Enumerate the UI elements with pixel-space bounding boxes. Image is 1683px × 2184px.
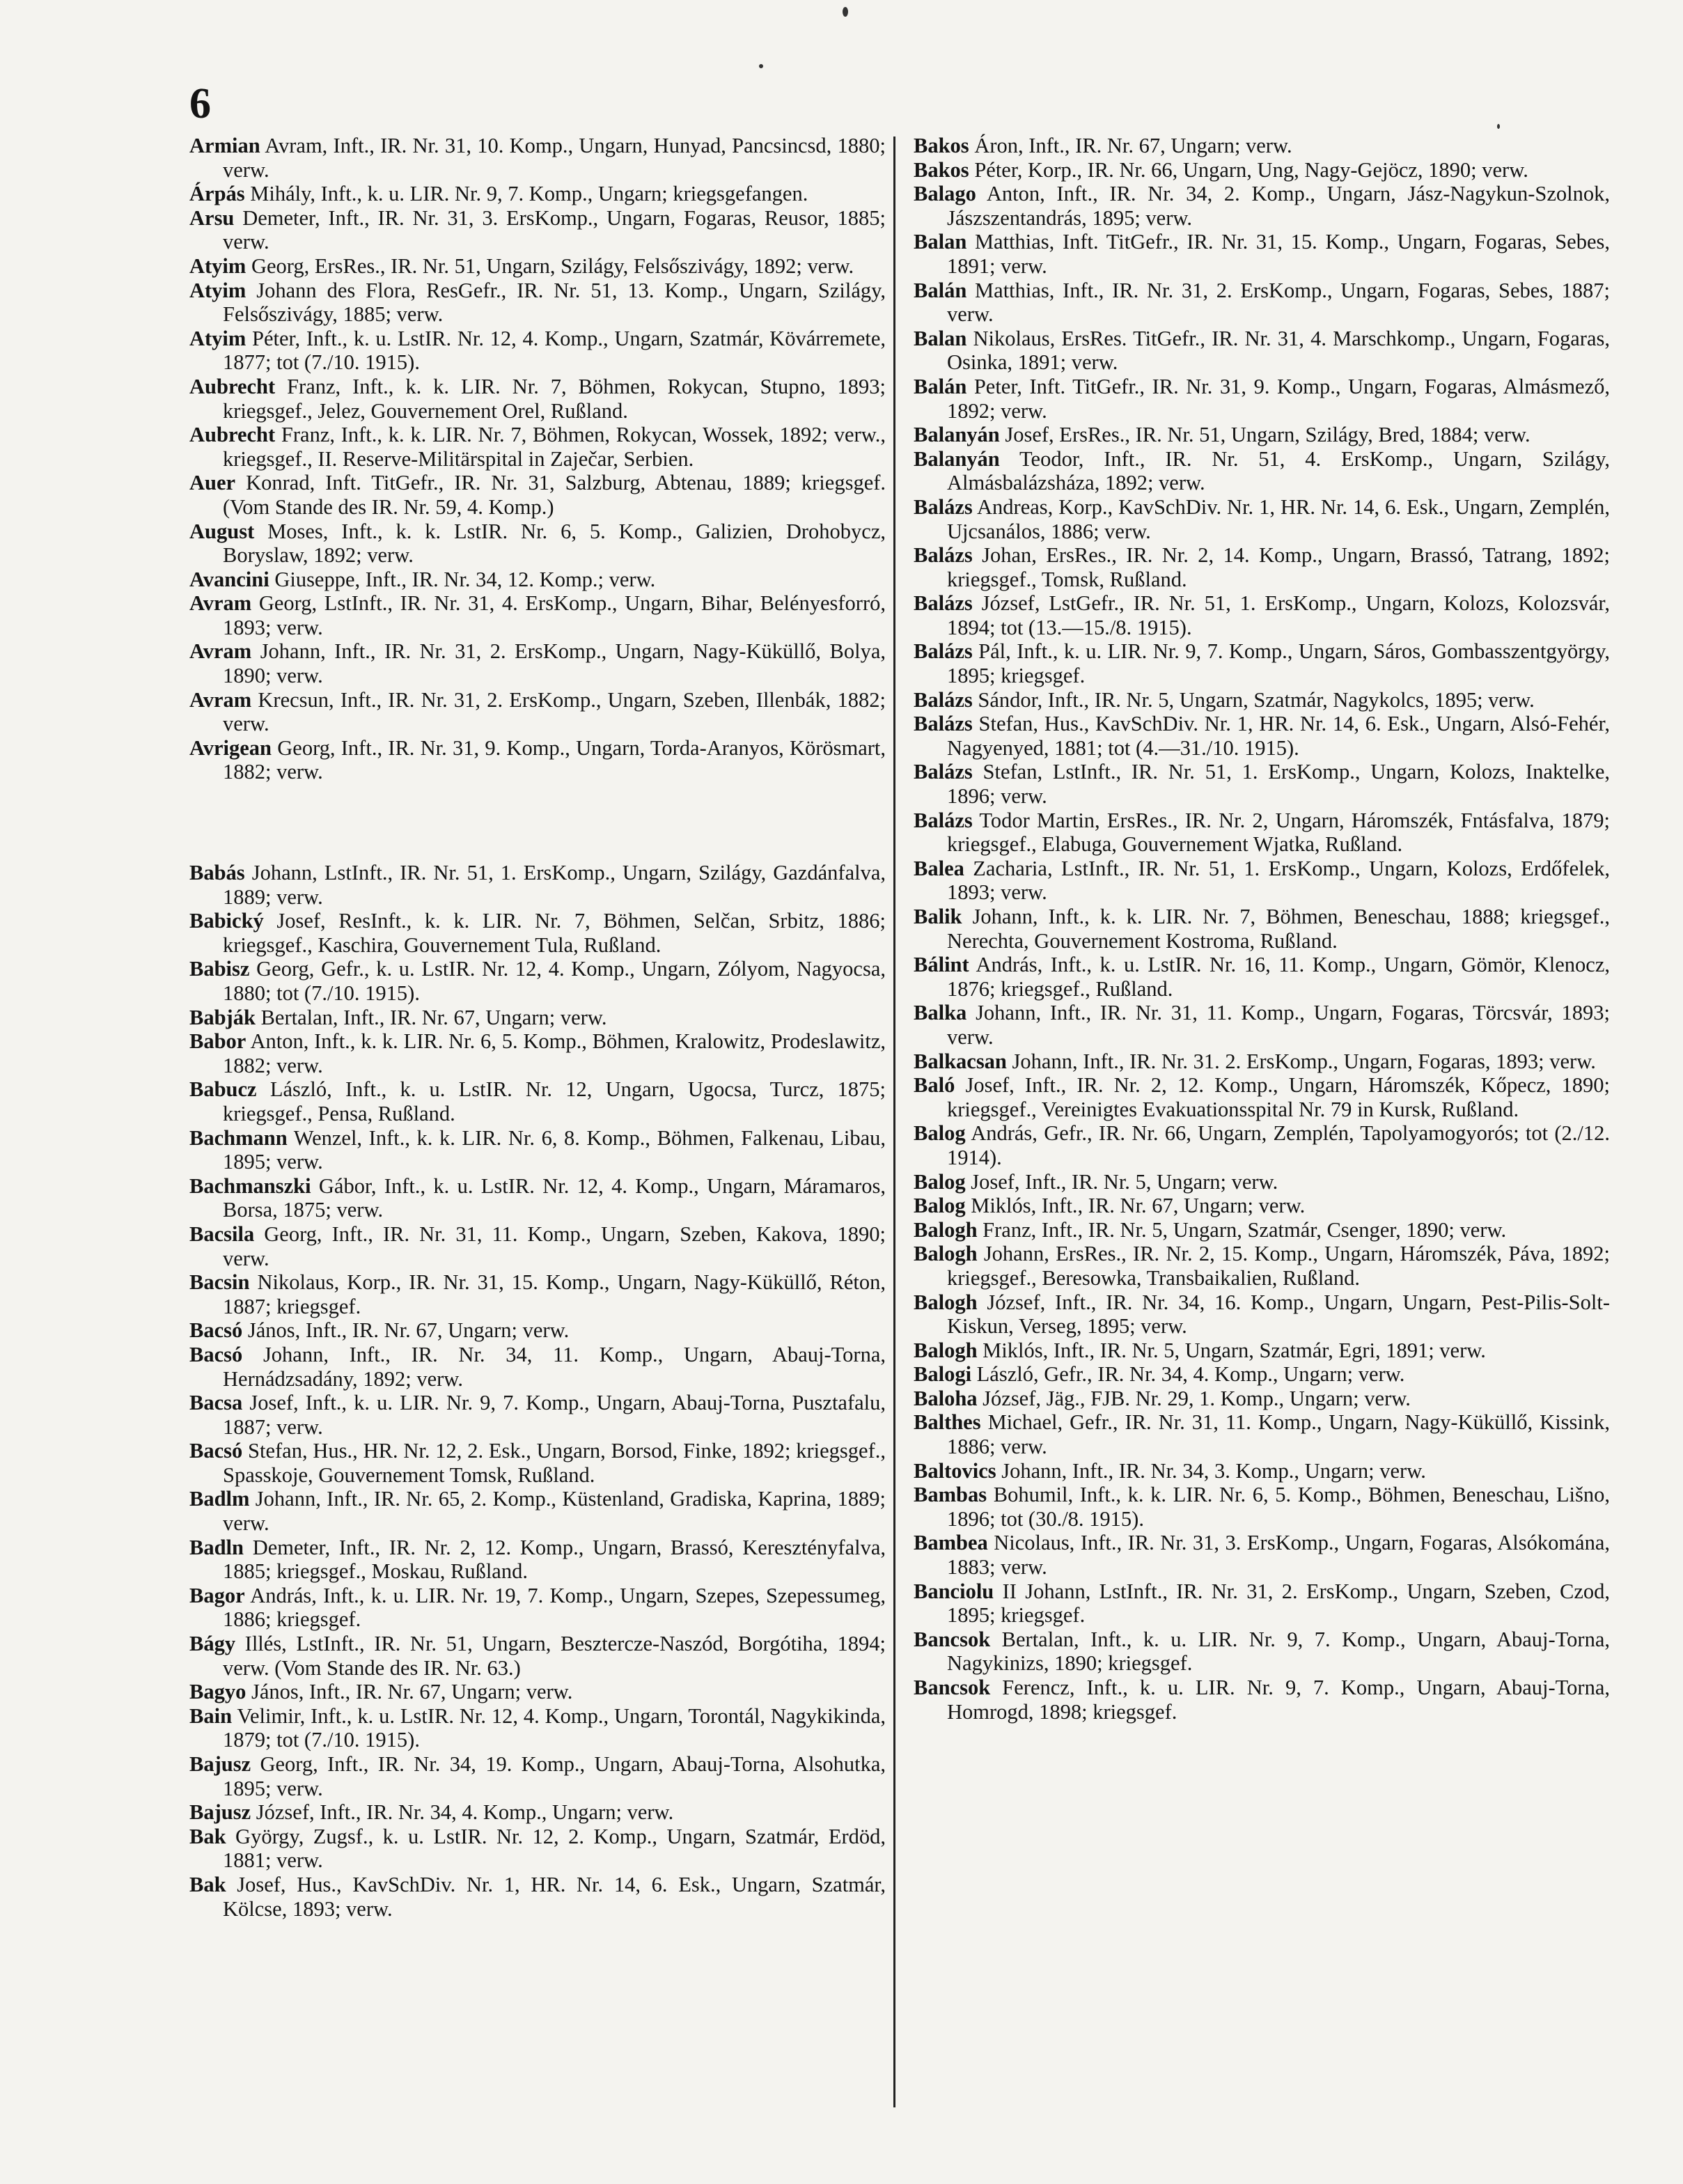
entry-surname: Avancini	[189, 567, 269, 591]
entry-surname: Balán	[914, 278, 967, 302]
right-column	[914, 134, 1610, 1724]
register-entry	[189, 909, 886, 957]
entry-details: Giuseppe, Inft., IR. Nr. 34, 12. Komp.; verw.	[274, 567, 656, 591]
entry-details: Franz, Inft., k. k. LIR. Nr. 7, Böhmen, Rokycan, Wossek, 1892; verw., kriegsgef., II. Reserve-Militärspital in Zaječar, Serbien.	[223, 423, 886, 471]
register-entry	[189, 568, 886, 592]
entry-surname: Bacsila	[189, 1222, 255, 1246]
print-speck	[843, 7, 848, 17]
entry-details: András, Inft., k. u. LstIR. Nr. 16, 11. Komp., Ungarn, Gömör, Klenocz, 1876; kriegsgef., Rußland.	[947, 953, 1610, 1001]
entry-surname: Atyim	[189, 278, 246, 302]
entry-details: Miklós, Inft., IR. Nr. 67, Ungarn; verw.	[971, 1194, 1306, 1218]
register-entry	[189, 1873, 886, 1921]
entry-surname: Balogh	[914, 1242, 978, 1266]
entry-details: László, Gefr., IR. Nr. 34, 4. Komp., Ungarn; verw.	[976, 1362, 1405, 1387]
register-entry	[189, 1439, 886, 1487]
entry-surname: Avram	[189, 687, 252, 712]
entry-details: Johann, LstInft., IR. Nr. 51, 1. ErsKomp., Ungarn, Szilágy, Gazdánfalva, 1889; verw.	[223, 861, 886, 909]
register-entry	[914, 639, 1610, 687]
entry-details: Stefan, Hus., HR. Nr. 12, 2. Esk., Ungarn, Borsod, Finke, 1892; kriegsgef., Spasskoje, Gouvernement Tomsk, Rußland.	[223, 1439, 886, 1487]
entry-details: Josef, Hus., KavSchDiv. Nr. 1, HR. Nr. 14, 6. Esk., Ungarn, Szatmár, Kölcse, 1893; verw.	[223, 1872, 886, 1921]
entry-details: Johann, Inft., k. k. LIR. Nr. 7, Böhmen, Beneschau, 1888; kriegsgef., Nerechta, Gouvernement Kostroma, Rußland.	[947, 905, 1611, 953]
register-entry	[189, 1536, 886, 1584]
register-entry	[189, 1029, 886, 1077]
entry-surname: Balog	[914, 1121, 966, 1146]
register-entry	[189, 423, 886, 471]
entry-surname: Balázs	[914, 639, 973, 664]
entry-surname: Arsu	[189, 205, 235, 230]
entry-surname: Balago	[914, 182, 976, 206]
entry-details: Stefan, Hus., KavSchDiv. Nr. 1, HR. Nr. 14, 6. Esk., Ungarn, Alsó-Fehér, Nagyenyed, 1881; tot (4.—31./10. 1915).	[947, 712, 1611, 760]
register-entry	[914, 158, 1610, 182]
entry-details: Sándor, Inft., IR. Nr. 5, Ungarn, Szatmár, Nagykolcs, 1895; verw.	[978, 687, 1535, 712]
register-entry	[189, 1222, 886, 1270]
register-entry	[189, 1343, 886, 1391]
entry-surname: Bakos	[914, 134, 969, 157]
entry-details: Pál, Inft., k. u. LIR. Nr. 9, 7. Komp., Ungarn, Sáros, Gombasszentgyörgy, 1895; kriegsgef.	[947, 639, 1611, 688]
entry-surname: Bálint	[914, 953, 969, 977]
entry-details: Johann, Inft., IR. Nr. 34, 11. Komp., Ungarn, Abauj-Torna, Hernádzsadány, 1892; verw.	[223, 1342, 886, 1391]
entry-details: Johann, Inft., IR. Nr. 31. 2. ErsKomp., Ungarn, Fogaras, 1893; verw.	[1012, 1049, 1596, 1073]
entry-details: Demeter, Inft., IR. Nr. 31, 3. ErsKomp., Ungarn, Fogaras, Reusor, 1885; verw.	[223, 205, 886, 254]
entry-surname: Badlm	[189, 1487, 250, 1511]
register-entry	[189, 688, 886, 736]
entry-details: Johan, ErsRes., IR. Nr. 2, 14. Komp., Ungarn, Brassó, Tatrang, 1892; kriegsgef., Tomsk, Rußland.	[947, 543, 1610, 591]
entry-details: Matthias, Inft., IR. Nr. 31, 2. ErsKomp., Ungarn, Fogaras, Sebes, 1887; verw.	[947, 278, 1611, 327]
entry-details: Anton, Inft., k. k. LIR. Nr. 6, 5. Komp., Böhmen, Kralowitz, Prodeslawitz, 1882; verw.	[223, 1029, 886, 1077]
register-entry	[189, 1800, 886, 1825]
entry-details: József, Inft., IR. Nr. 34, 4. Komp., Ungarn; verw.	[256, 1800, 674, 1825]
entry-details: József, LstGefr., IR. Nr. 51, 1. ErsKomp., Ungarn, Kolozs, Kolozsvár, 1894; tot (13.—15./8. 1915).	[947, 591, 1610, 639]
entry-details: Josef, ErsRes., IR. Nr. 51, Ungarn, Szilágy, Bred, 1884; verw.	[1005, 423, 1531, 447]
entry-surname: Bancsok	[914, 1676, 991, 1699]
entry-details: György, Zugsf., k. u. LstIR. Nr. 12, 2. Komp., Ungarn, Szatmár, Erdöd, 1881; verw.	[223, 1824, 886, 1873]
register-entry	[914, 134, 1610, 158]
entry-details: Áron, Inft., IR. Nr. 67, Ungarn; verw.	[974, 134, 1292, 157]
entry-surname: Bajusz	[189, 1800, 251, 1825]
register-entry	[189, 591, 886, 639]
entry-details: Georg, ErsRes., IR. Nr. 51, Ungarn, Szilágy, Felsőszivágy, 1892; verw.	[251, 254, 854, 278]
entry-details: Bertalan, Inft., k. u. LIR. Nr. 9, 7. Komp., Ungarn, Abauj-Torna, Nagykinizs, 1890; kriegsgef.	[947, 1627, 1611, 1676]
entry-surname: Babor	[189, 1029, 246, 1054]
register-entry	[914, 279, 1610, 327]
register-entry	[914, 688, 1610, 712]
register-entry	[914, 1194, 1610, 1218]
entry-details: Josef, Inft., IR. Nr. 2, 12. Komp., Ungarn, Háromszék, Kőpecz, 1890; kriegsgef., Vereinigtes Evakuationsspital Nr. 79 in Kursk, Rußland.	[947, 1073, 1610, 1121]
entry-surname: Balthes	[914, 1410, 981, 1435]
register-entry	[914, 1531, 1610, 1579]
entry-details: Ferencz, Inft., k. u. LIR. Nr. 9, 7. Komp., Ungarn, Abauj-Torna, Homrogd, 1898; kriegsgef.	[947, 1676, 1611, 1724]
entry-details: Georg, Inft., IR. Nr. 34, 19. Komp., Ungarn, Abauj-Torna, Alsohutka, 1895; verw.	[223, 1752, 886, 1800]
entry-surname: Atyim	[189, 254, 246, 278]
entry-surname: Bacsin	[189, 1270, 250, 1295]
entry-surname: Bancsok	[914, 1627, 991, 1651]
register-entry	[189, 957, 886, 1005]
entry-surname: Baló	[914, 1073, 955, 1098]
register-entry	[914, 760, 1610, 808]
register-entry	[914, 447, 1610, 495]
entry-surname: Bagyo	[189, 1680, 246, 1704]
entry-details: Stefan, LstInft., IR. Nr. 51, 1. ErsKomp., Ungarn, Kolozs, Inaktelke, 1896; verw.	[947, 760, 1611, 809]
register-entry	[914, 423, 1610, 447]
entry-surname: Bagor	[189, 1583, 245, 1607]
entry-surname: Balanyán	[914, 423, 1000, 447]
entry-details: János, Inft., IR. Nr. 67, Ungarn; verw.	[247, 1318, 570, 1343]
entry-surname: Balan	[914, 326, 967, 350]
entry-details: Miklós, Inft., IR. Nr. 5, Ungarn, Szatmár, Egri, 1891; verw.	[983, 1338, 1486, 1362]
entry-surname: Aubrecht	[189, 374, 276, 398]
register-entry	[914, 1580, 1610, 1628]
entry-surname: Banciolu	[914, 1579, 994, 1603]
entry-surname: Auer	[189, 471, 236, 495]
entry-details: Johann, Inft., IR. Nr. 65, 2. Komp., Küstenland, Gradiska, Kaprina, 1889; verw.	[223, 1487, 886, 1536]
register-entry	[914, 182, 1610, 230]
entry-surname: Avrigean	[189, 735, 272, 760]
entry-surname: Babucz	[189, 1077, 257, 1102]
register-entry	[189, 1487, 886, 1535]
register-entry	[189, 1318, 886, 1343]
entry-details: Anton, Inft., IR. Nr. 34, 2. Komp., Ungarn, Jász-Nagykun-Szolnok, Jászszentandrás, 1895; verw.	[947, 182, 1611, 230]
entry-details: Johann, ErsRes., IR. Nr. 2, 15. Komp., Ungarn, Háromszék, Páva, 1892; kriegsgef., Beresowka, Transbaikalien, Rußland.	[947, 1242, 1611, 1290]
entry-surname: Balogh	[914, 1217, 978, 1242]
entry-surname: Balázs	[914, 687, 973, 712]
entry-details: Teodor, Inft., IR. Nr. 51, 4. ErsKomp., Ungarn, Szilágy, Almásbalázsháza, 1892; verw.	[947, 446, 1610, 495]
entry-surname: Balan	[914, 230, 967, 254]
register-entry	[914, 1073, 1610, 1121]
register-entry	[189, 1825, 886, 1873]
register-entry	[914, 1170, 1610, 1194]
register-entry	[189, 279, 886, 327]
entry-details: Andreas, Korp., KavSchDiv. Nr. 1, HR. Nr. 14, 6. Esk., Ungarn, Zemplén, Ujcsanálos, 1886; verw.	[947, 494, 1610, 543]
entry-surname: Bak	[189, 1824, 226, 1848]
register-entry	[914, 953, 1610, 1001]
entry-surname: Balea	[914, 856, 964, 880]
register-entry	[914, 1628, 1610, 1676]
entry-details: Johann, Inft., IR. Nr. 31, 2. ErsKomp., Ungarn, Nagy-Küküllő, Bolya, 1890; verw.	[223, 639, 886, 688]
entry-details: Peter, Inft. TitGefr., IR. Nr. 31, 9. Komp., Ungarn, Fogaras, Almásmező, 1892; verw.	[947, 374, 1610, 423]
entry-details: András, Inft., k. u. LIR. Nr. 19, 7. Komp., Ungarn, Szepes, Szepessumeg, 1886; kriegsgef.	[223, 1583, 886, 1632]
entry-surname: Balogh	[914, 1338, 978, 1362]
register-entry	[189, 520, 886, 568]
register-entry	[914, 1483, 1610, 1531]
register-entry	[914, 809, 1610, 857]
entry-details: Johann, Inft., IR. Nr. 34, 3. Komp., Ungarn; verw.	[1001, 1458, 1426, 1483]
entry-surname: Avram	[189, 591, 252, 616]
register-entry	[914, 1459, 1610, 1483]
register-entry	[189, 1270, 886, 1318]
entry-surname: Babisz	[189, 957, 250, 981]
entry-surname: Avram	[189, 639, 252, 664]
register-entry	[189, 1680, 886, 1704]
entry-details: Demeter, Inft., IR. Nr. 2, 12. Komp., Ungarn, Brassó, Keresztényfalva, 1885; kriegsgef., Moskau, Rußland.	[223, 1535, 886, 1584]
register-entry	[189, 1391, 886, 1439]
entry-details: Matthias, Inft. TitGefr., IR. Nr. 31, 15. Komp., Ungarn, Fogaras, Sebes, 1891; verw.	[947, 230, 1610, 278]
register-entry	[189, 1704, 886, 1752]
entry-surname: Baltovics	[914, 1458, 996, 1483]
entry-surname: Babický	[189, 909, 264, 933]
entry-surname: Balanyán	[914, 446, 1000, 471]
entry-details: József, Inft., IR. Nr. 34, 16. Komp., Ungarn, Ungarn, Pest-Pilis-Solt-Kiskun, Verseg, 1895; verw.	[947, 1290, 1610, 1339]
register-entry	[914, 1050, 1610, 1074]
entry-surname: Bágy	[189, 1632, 236, 1656]
register-entry	[914, 1001, 1610, 1049]
entry-surname: Bachmann	[189, 1125, 288, 1150]
entry-surname: Balázs	[914, 591, 973, 616]
register-entry	[914, 1362, 1610, 1387]
entry-details: Georg, Inft., IR. Nr. 31, 11. Komp., Ungarn, Szeben, Kakova, 1890; verw.	[223, 1222, 886, 1270]
entry-details: Wenzel, Inft., k. k. LIR. Nr. 6, 8. Komp., Böhmen, Falkenau, Libau, 1895; verw.	[223, 1125, 886, 1174]
entry-surname: Bain	[189, 1703, 233, 1728]
entry-details: Mihály, Inft., k. u. LIR. Nr. 9, 7. Komp., Ungarn; kriegsgefangen.	[250, 182, 808, 206]
register-entry	[189, 206, 886, 254]
entry-details: Moses, Inft., k. k. LstIR. Nr. 6, 5. Komp., Galizien, Drohobycz, Boryslaw, 1892; verw.	[223, 519, 886, 568]
entry-surname: Bachmanszki	[189, 1173, 311, 1198]
entry-details: Nikolaus, ErsRes. TitGefr., IR. Nr. 31, 4. Marschkomp., Ungarn, Fogaras, Osinka, 1891; verw.	[947, 326, 1611, 375]
register-entry	[189, 471, 886, 519]
register-entry	[189, 1752, 886, 1800]
entry-details: Johann des Flora, ResGefr., IR. Nr. 51, 13. Komp., Ungarn, Szilágy, Felsőszivágy, 1885; verw.	[223, 278, 886, 327]
entry-surname: Bacsa	[189, 1391, 243, 1415]
entry-details: Todor Martin, ErsRes., IR. Nr. 2, Ungarn, Háromszék, Fntásfalva, 1879; kriegsgef., Elabuga, Gouvernement Wjatka, Rußland.	[947, 808, 1610, 857]
entry-surname: Balkacsan	[914, 1049, 1007, 1073]
entry-details: Velimir, Inft., k. u. LstIR. Nr. 12, 4. Komp., Ungarn, Torontál, Nagykikinda, 1879; tot (7./10. 1915).	[223, 1703, 886, 1752]
print-speck	[759, 64, 763, 68]
entry-details: Georg, LstInft., IR. Nr. 31, 4. ErsKomp., Ungarn, Bihar, Belényesforró, 1893; verw.	[223, 591, 886, 639]
register-entry	[914, 1242, 1610, 1290]
register-entry	[914, 495, 1610, 543]
entry-surname: Bak	[189, 1872, 226, 1896]
entry-details: Georg, Inft., IR. Nr. 31, 9. Komp., Ungarn, Torda-Aranyos, Körösmart, 1882; verw.	[223, 735, 886, 784]
register-entry	[914, 857, 1610, 905]
entry-surname: Balázs	[914, 712, 973, 736]
entry-surname: Bacsó	[189, 1318, 243, 1343]
register-entry	[914, 1339, 1610, 1363]
register-entry	[914, 375, 1610, 423]
entry-details: Josef, Inft., IR. Nr. 5, Ungarn; verw.	[971, 1169, 1278, 1194]
entry-surname: Armian	[189, 134, 260, 157]
entry-surname: Badln	[189, 1535, 244, 1559]
register-entry	[189, 861, 886, 909]
entry-surname: Bacsó	[189, 1439, 243, 1463]
entry-surname: Balogh	[914, 1290, 978, 1314]
entry-surname: Balán	[914, 374, 967, 398]
entry-details: Zacharia, LstInft., IR. Nr. 51, 1. ErsKomp., Ungarn, Kolozs, Erdőfelek, 1893; verw.	[947, 856, 1610, 905]
entry-details: Péter, Korp., IR. Nr. 66, Ungarn, Ung, Nagy-Gejöcz, 1890; verw.	[974, 157, 1528, 182]
register-entry	[914, 1290, 1610, 1339]
entry-surname: Balázs	[914, 494, 973, 519]
entry-details: József, Jäg., FJB. Nr. 29, 1. Komp., Ungarn; verw.	[983, 1386, 1411, 1410]
register-entry	[914, 327, 1610, 375]
entry-details: László, Inft., k. u. LstIR. Nr. 12, Ungarn, Ugocsa, Turcz, 1875; kriegsgef., Pensa, Rußland.	[223, 1077, 886, 1125]
register-entry	[189, 375, 886, 423]
register-entry	[914, 1387, 1610, 1411]
register-entry	[189, 1632, 886, 1680]
entry-surname: Bacsó	[189, 1342, 243, 1366]
entry-details: Josef, Inft., k. u. LIR. Nr. 9, 7. Komp., Ungarn, Abauj-Torna, Pusztafalu, 1887; verw.	[223, 1391, 886, 1439]
register-entry	[914, 1410, 1610, 1458]
entry-surname: Árpás	[189, 182, 245, 206]
entry-details: Krecsun, Inft., IR. Nr. 31, 2. ErsKomp., Ungarn, Szeben, Illenbák, 1882; verw.	[223, 687, 886, 736]
entry-details: Nicolaus, Inft., IR. Nr. 31, 3. ErsKomp., Ungarn, Fogaras, Alsókomána, 1883; verw.	[947, 1531, 1610, 1580]
entry-details: Franz, Inft., IR. Nr. 5, Ungarn, Szatmár, Csenger, 1890; verw.	[983, 1217, 1507, 1242]
column-divider	[893, 136, 895, 2107]
entry-surname: Balázs	[914, 543, 973, 568]
entry-details: Franz, Inft., k. k. LIR. Nr. 7, Böhmen, Rokycan, Stupno, 1893; kriegsgef., Jelez, Gouvernement Orel, Rußland.	[223, 374, 886, 423]
entry-surname: Bajusz	[189, 1752, 251, 1776]
entry-surname: Atyim	[189, 326, 246, 350]
register-entry	[189, 1174, 886, 1222]
entry-details: Péter, Inft., k. u. LstIR. Nr. 12, 4. Komp., Ungarn, Szatmár, Kövárremete, 1877; tot (7./10. 1915).	[223, 326, 886, 375]
register-entry	[914, 905, 1610, 953]
register-entry	[189, 1126, 886, 1174]
entry-details: Michael, Gefr., IR. Nr. 31, 11. Komp., Ungarn, Nagy-Küküllő, Kissink, 1886; verw.	[947, 1410, 1610, 1459]
entry-surname: Balázs	[914, 808, 973, 832]
entry-surname: Balázs	[914, 760, 973, 784]
entry-surname: Bambas	[914, 1483, 987, 1507]
entry-surname: Balik	[914, 905, 962, 928]
register-entry	[914, 1121, 1610, 1169]
register-entry	[914, 1218, 1610, 1242]
register-entry	[189, 134, 886, 182]
entry-details: Avram, Inft., IR. Nr. 31, 10. Komp., Ungarn, Hunyad, Pancsincsd, 1880; verw.	[223, 134, 886, 182]
page-number: 6	[189, 80, 211, 127]
entry-details: Konrad, Inft. TitGefr., IR. Nr. 31, Salzburg, Abtenau, 1889; kriegsgef. (Vom Stande des IR. Nr. 59, 4. Komp.)	[223, 471, 886, 519]
register-entry	[189, 254, 886, 279]
entry-details: Nikolaus, Korp., IR. Nr. 31, 15. Komp., Ungarn, Nagy-Küküllő, Réton, 1887; kriegsgef.	[223, 1270, 886, 1318]
register-entry	[189, 736, 886, 784]
entry-details: Josef, ResInft., k. k. LIR. Nr. 7, Böhmen, Selčan, Srbitz, 1886; kriegsgef., Kaschira, Gouvernement Tula, Rußland.	[223, 909, 886, 957]
entry-details: János, Inft., IR. Nr. 67, Ungarn; verw.	[251, 1680, 573, 1704]
register-entry	[189, 1077, 886, 1125]
entry-surname: Babják	[189, 1005, 256, 1029]
letter-section-gap	[189, 784, 886, 861]
entry-details: Illés, LstInft., IR. Nr. 51, Ungarn, Besztercze-Naszód, Borgótiha, 1894; verw. (Vom Stande des IR. Nr. 63.)	[223, 1632, 886, 1680]
print-speck	[1497, 124, 1500, 129]
entry-details: II Johann, LstInft., IR. Nr. 31, 2. ErsKomp., Ungarn, Szeben, Czod, 1895; kriegsgef.	[947, 1579, 1610, 1628]
register-entry	[914, 1676, 1610, 1724]
entry-surname: Baloha	[914, 1386, 978, 1410]
entry-surname: August	[189, 519, 255, 543]
register-entry	[189, 327, 886, 375]
register-entry	[914, 591, 1610, 639]
register-entry	[914, 543, 1610, 591]
entry-details: Bertalan, Inft., IR. Nr. 67, Ungarn; verw.	[260, 1005, 607, 1029]
entry-details: Johann, Inft., IR. Nr. 31, 11. Komp., Ungarn, Fogaras, Törcsvár, 1893; verw.	[947, 1001, 1611, 1049]
entry-surname: Aubrecht	[189, 423, 276, 447]
register-entry	[914, 712, 1610, 760]
entry-surname: Bakos	[914, 157, 969, 182]
entry-details: Gábor, Inft., k. u. LstIR. Nr. 12, 4. Komp., Ungarn, Máramaros, Borsa, 1875; verw.	[223, 1173, 886, 1222]
entry-surname: Balog	[914, 1169, 966, 1194]
entry-details: Georg, Gefr., k. u. LstIR. Nr. 12, 4. Komp., Ungarn, Zólyom, Nagyocsa, 1880; tot (7./10. 1915).	[223, 957, 886, 1005]
entry-details: Bohumil, Inft., k. k. LIR. Nr. 6, 5. Komp., Böhmen, Beneschau, Lišno, 1896; tot (30./8. 1915).	[947, 1483, 1611, 1531]
entry-surname: Bambea	[914, 1531, 988, 1555]
entry-surname: Balogi	[914, 1362, 972, 1387]
entry-surname: Babás	[189, 861, 245, 885]
register-entry	[914, 230, 1610, 278]
register-entry	[189, 182, 886, 206]
register-entry	[189, 1584, 886, 1632]
left-column	[189, 134, 886, 1921]
entry-surname: Balka	[914, 1001, 967, 1025]
register-entry	[189, 1006, 886, 1030]
entry-surname: Balog	[914, 1194, 966, 1218]
register-entry	[189, 639, 886, 687]
entry-details: András, Gefr., IR. Nr. 66, Ungarn, Zemplén, Tapolyamogyorós; tot (2./12. 1914).	[947, 1121, 1610, 1169]
